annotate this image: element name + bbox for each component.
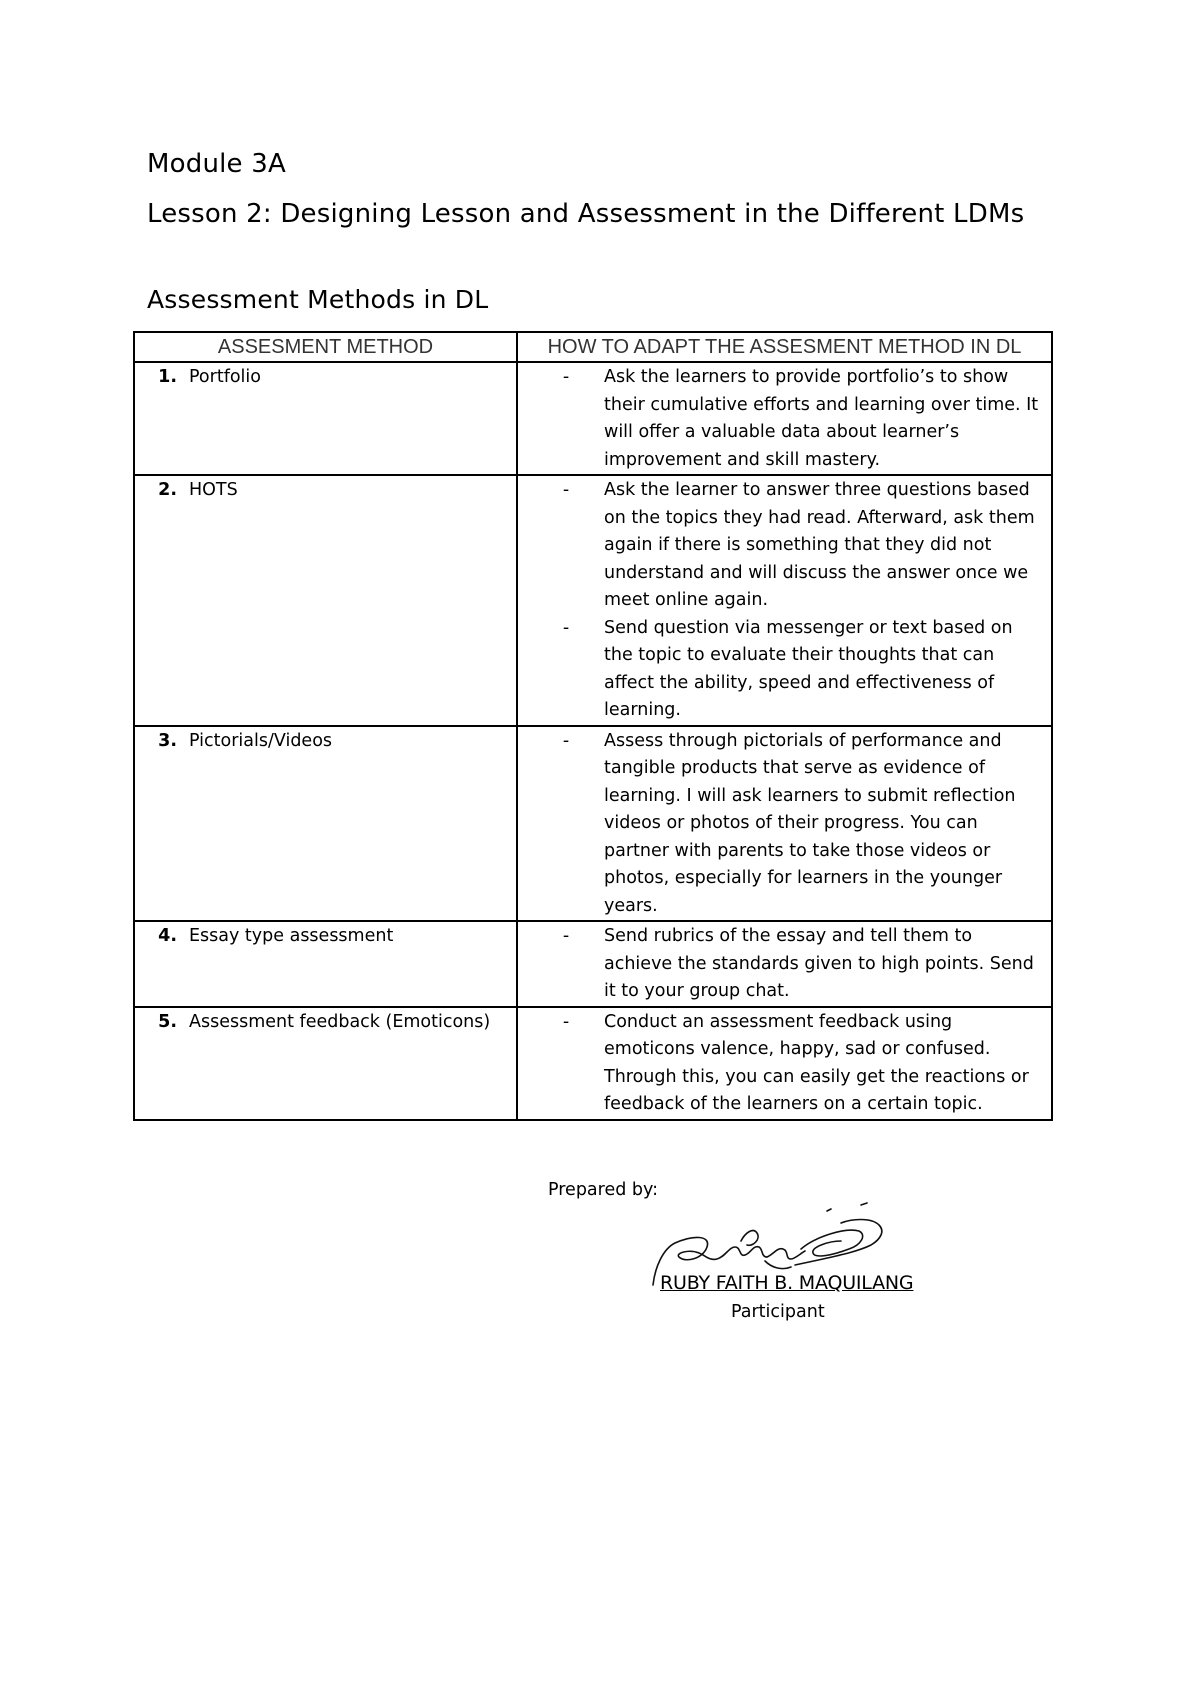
- list-item: [518, 1009, 1041, 1119]
- row-number: 3.: [158, 730, 177, 751]
- bullet-dash: -: [562, 1011, 570, 1032]
- method-label: Pictorials/Videos: [189, 730, 333, 751]
- method-label: Assessment feedback (Emoticons): [189, 1011, 491, 1032]
- header-assessment-method: ASSESMENT METHOD: [134, 332, 517, 362]
- lesson-title: Lesson 2: Designing Lesson and Assessment in the Different LDMs: [147, 199, 1025, 229]
- table-header-row: [134, 332, 1052, 362]
- table-row: [134, 475, 1052, 726]
- section-title: Assessment Methods in DL: [147, 285, 489, 314]
- adapt-cell: [517, 726, 1052, 922]
- participant-name: RUBY FAITH B. MAQUILANG: [660, 1272, 914, 1294]
- method-label: Portfolio: [189, 367, 261, 387]
- row-number: 1.: [158, 367, 177, 387]
- assessment-methods-table: [133, 331, 1053, 1121]
- list-item: [518, 923, 1041, 1006]
- bullet-dash: -: [562, 617, 570, 638]
- adapt-cell: [517, 921, 1052, 1007]
- table-row: [134, 1007, 1052, 1120]
- list-item: [518, 615, 1041, 725]
- adapt-cell: [517, 362, 1052, 475]
- list-item: [518, 364, 1041, 474]
- method-cell: [134, 726, 517, 922]
- participant-role: Participant: [731, 1302, 825, 1322]
- method-cell: [134, 362, 517, 475]
- bullet-dash: -: [562, 480, 570, 500]
- method-cell: [134, 921, 517, 1007]
- method-cell: [134, 1007, 517, 1120]
- method-label: HOTS: [189, 480, 238, 500]
- method-label: Essay type assessment: [189, 926, 394, 946]
- bullet-dash: -: [562, 367, 570, 387]
- adaptation-text: Conduct an assessment feedback using emoticons valence, happy, sad or confused. Through this, you can easily get the reactions or feedback of the learners on a certain topic.: [604, 1011, 1029, 1114]
- row-number: 5.: [158, 1011, 177, 1032]
- prepared-by-label: Prepared by:: [548, 1180, 658, 1200]
- adaptation-text: Assess through pictorials of performance and tangible products that serve as evidence of learning. I will ask learners to submit reflection videos or photos of their progress. You can partner with parents to take those videos or photos, especially for learners in the younger years.: [604, 730, 1016, 916]
- method-cell: [134, 475, 517, 726]
- header-how-to-adapt: HOW TO ADAPT THE ASSESMENT METHOD IN DL: [517, 332, 1052, 362]
- row-number: 4.: [158, 926, 177, 946]
- adaptation-text: Ask the learners to provide portfolio’s to show their cumulative efforts and learning over time. It will offer a valuable data about learner’s improvement and skill mastery.: [604, 367, 1039, 470]
- table-row: [134, 362, 1052, 475]
- row-number: 2.: [158, 480, 177, 500]
- table-row: [134, 726, 1052, 922]
- module-title: Module 3A: [147, 149, 286, 179]
- bullet-dash: -: [562, 926, 570, 946]
- bullet-dash: -: [562, 730, 570, 751]
- adapt-cell: [517, 475, 1052, 726]
- adapt-cell: [517, 1007, 1052, 1120]
- table-row: [134, 921, 1052, 1007]
- list-item: [518, 477, 1041, 615]
- adaptation-text: Send question via messenger or text based on the topic to evaluate their thoughts that can affect the ability, speed and effectiveness of learning.: [604, 617, 1013, 720]
- adaptation-text: Ask the learner to answer three questions based on the topics they had read. Afterward, ask them again if there is something that they did not understand and will discuss the answer once we meet online again.: [604, 480, 1035, 610]
- list-item: [518, 728, 1041, 921]
- adaptation-text: Send rubrics of the essay and tell them to achieve the standards given to high points. Send it to your group chat.: [604, 926, 1034, 1001]
